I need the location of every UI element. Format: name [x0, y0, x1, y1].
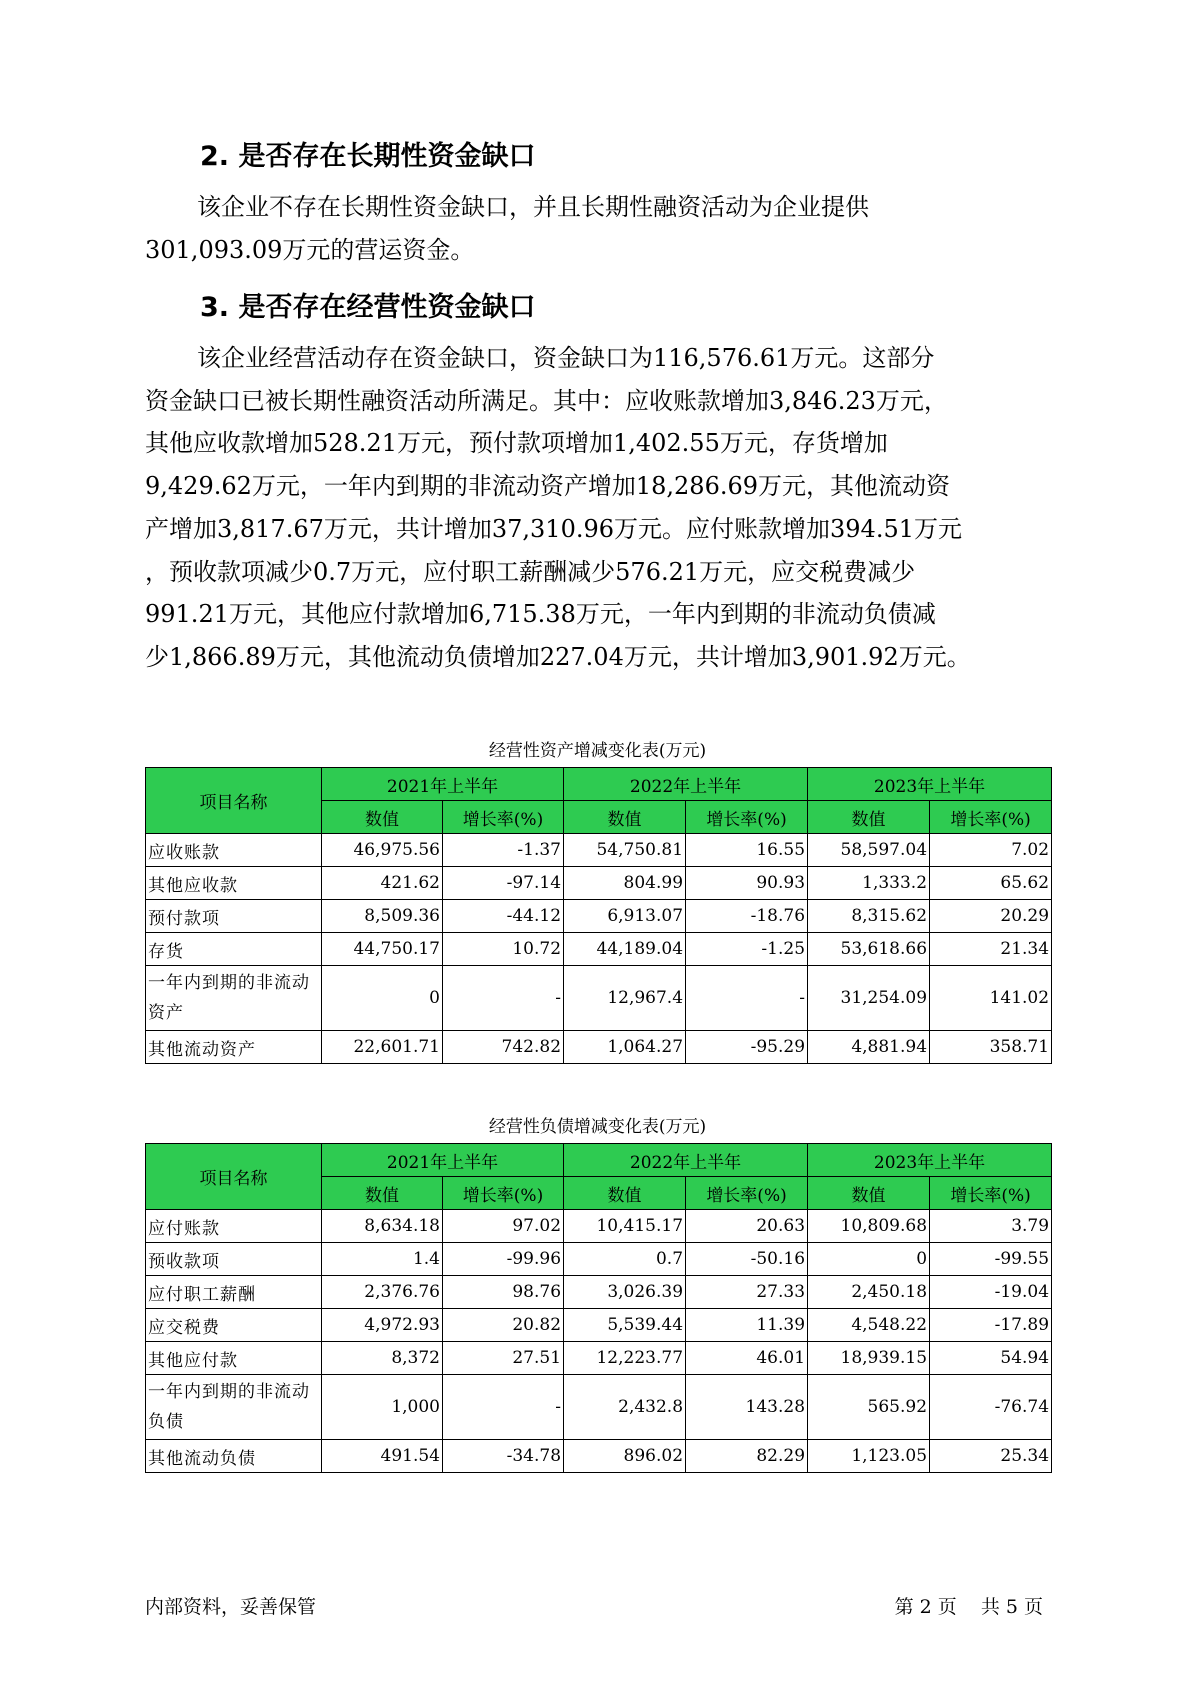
cell-value: 44,750.17: [322, 933, 443, 966]
row-item-name: 一年内到期的非流动负债: [146, 1375, 322, 1440]
table-row: [146, 933, 1052, 966]
assets-change-table: [145, 767, 1052, 1064]
cell-value: 0: [322, 966, 443, 1031]
cell-growth-rate: 27.33: [686, 1276, 808, 1309]
cell-growth-rate: 742.82: [443, 1031, 564, 1064]
row-item-name: 预付款项: [146, 900, 322, 933]
cell-growth-rate: 20.29: [930, 900, 1052, 933]
page-total: 5: [1005, 1596, 1018, 1618]
cell-value: 18,939.15: [808, 1342, 930, 1375]
header-year: 2021年上半年: [322, 1144, 564, 1177]
cell-value: 804.99: [564, 867, 686, 900]
cell-value: 0: [808, 1243, 930, 1276]
cell-value: 1.4: [322, 1243, 443, 1276]
cell-growth-rate: 16.55: [686, 834, 808, 867]
cell-value: 31,254.09: [808, 966, 930, 1031]
table-row: [146, 1375, 1052, 1440]
row-item-name: 其他流动资产: [146, 1031, 322, 1064]
header-year: 2022年上半年: [564, 1144, 808, 1177]
cell-growth-rate: -: [443, 966, 564, 1031]
cell-growth-rate: 98.76: [443, 1276, 564, 1309]
section-heading-operating-gap: 3. 是否存在经营性资金缺口: [200, 292, 536, 323]
page-mid: 页: [937, 1596, 957, 1618]
cell-value: 8,634.18: [322, 1210, 443, 1243]
cell-growth-rate: 90.93: [686, 867, 808, 900]
cell-growth-rate: -34.78: [443, 1440, 564, 1473]
cell-value: 2,376.76: [322, 1276, 443, 1309]
cell-growth-rate: -97.14: [443, 867, 564, 900]
header-value: 数值: [564, 801, 686, 834]
cell-value: 54,750.81: [564, 834, 686, 867]
cell-value: 4,548.22: [808, 1309, 930, 1342]
header-growth: 增长率(%): [686, 801, 808, 834]
cell-growth-rate: -44.12: [443, 900, 564, 933]
cell-value: 10,415.17: [564, 1210, 686, 1243]
table-row: [146, 1440, 1052, 1473]
header-value: 数值: [564, 1177, 686, 1210]
row-item-name: 一年内到期的非流动资产: [146, 966, 322, 1031]
cell-growth-rate: -17.89: [930, 1309, 1052, 1342]
header-item-name: 项目名称: [146, 768, 322, 834]
paragraph-line: 该企业不存在长期性资金缺口，并且长期性融资活动为企业提供: [197, 193, 869, 221]
row-item-name: 应交税费: [146, 1309, 322, 1342]
footer-confidential-note: 内部资料，妥善保管: [145, 1596, 317, 1618]
header-value: 数值: [322, 1177, 443, 1210]
cell-growth-rate: -99.55: [930, 1243, 1052, 1276]
table-row: [146, 1276, 1052, 1309]
cell-growth-rate: 3.79: [930, 1210, 1052, 1243]
cell-value: 1,123.05: [808, 1440, 930, 1473]
cell-growth-rate: 358.71: [930, 1031, 1052, 1064]
paragraph-operating-gap: [145, 337, 1050, 679]
header-year: 2021年上半年: [322, 768, 564, 801]
paragraph-line: 9,429.62万元，一年内到期的非流动资产增加18,286.69万元，其他流动资: [145, 472, 951, 501]
header-growth: 增长率(%): [930, 801, 1052, 834]
cell-value: 5,539.44: [564, 1309, 686, 1342]
row-item-name: 预收款项: [146, 1243, 322, 1276]
cell-growth-rate: -: [443, 1375, 564, 1440]
paragraph-long-term-gap: [145, 186, 1050, 271]
header-value: 数值: [808, 1177, 930, 1210]
row-item-name: 存货: [146, 933, 322, 966]
cell-growth-rate: 82.29: [686, 1440, 808, 1473]
cell-growth-rate: 65.62: [930, 867, 1052, 900]
row-item-name: 应付职工薪酬: [146, 1276, 322, 1309]
paragraph-line: 资金缺口已被长期性融资活动所满足。其中：应收账款增加3,846.23万元，: [145, 386, 948, 415]
row-item-name: 应收账款: [146, 834, 322, 867]
cell-growth-rate: 54.94: [930, 1342, 1052, 1375]
header-growth: 增长率(%): [686, 1177, 808, 1210]
cell-value: 1,000: [322, 1375, 443, 1440]
page-prefix: 第: [894, 1596, 914, 1618]
cell-value: 2,432.8: [564, 1375, 686, 1440]
row-item-name: 其他应付款: [146, 1342, 322, 1375]
cell-value: 8,372: [322, 1342, 443, 1375]
cell-value: 491.54: [322, 1440, 443, 1473]
table-caption-liabilities: 经营性负债增减变化表(万元): [488, 1117, 707, 1137]
paragraph-line: ，预收款项减少0.7万元，应付职工薪酬减少576.21万元，应交税费减少: [145, 557, 916, 586]
total-suffix: 页: [1023, 1596, 1043, 1618]
cell-growth-rate: -19.04: [930, 1276, 1052, 1309]
section-heading-long-term-gap: 2. 是否存在长期性资金缺口: [200, 141, 536, 172]
cell-value: 12,967.4: [564, 966, 686, 1031]
header-year: 2023年上半年: [808, 768, 1052, 801]
cell-value: 3,026.39: [564, 1276, 686, 1309]
cell-growth-rate: -99.96: [443, 1243, 564, 1276]
cell-growth-rate: 97.02: [443, 1210, 564, 1243]
cell-value: 0.7: [564, 1243, 686, 1276]
paragraph-line: 991.21万元，其他应付款增加6,715.38万元，一年内到期的非流动负债减: [145, 600, 936, 629]
cell-growth-rate: 141.02: [930, 966, 1052, 1031]
cell-growth-rate: -76.74: [930, 1375, 1052, 1440]
row-item-name: 其他流动负债: [146, 1440, 322, 1473]
cell-value: 4,972.93: [322, 1309, 443, 1342]
cell-growth-rate: 25.34: [930, 1440, 1052, 1473]
cell-growth-rate: 20.82: [443, 1309, 564, 1342]
paragraph-line: 301,093.09万元的营运资金。: [145, 235, 475, 264]
liabilities-change-table: [145, 1143, 1052, 1473]
cell-value: 46,975.56: [322, 834, 443, 867]
cell-growth-rate: -1.37: [443, 834, 564, 867]
cell-value: 10,809.68: [808, 1210, 930, 1243]
paragraph-line: 少1,866.89万元，其他流动负债增加227.04万元，共计增加3,901.92万元。: [145, 642, 971, 671]
cell-growth-rate: -: [686, 966, 808, 1031]
cell-growth-rate: -50.16: [686, 1243, 808, 1276]
table-row: [146, 966, 1052, 1031]
table-row: [146, 1031, 1052, 1064]
cell-value: 58,597.04: [808, 834, 930, 867]
page-current: 2: [919, 1596, 932, 1618]
table-row: [146, 1309, 1052, 1342]
cell-value: 22,601.71: [322, 1031, 443, 1064]
footer-page-number: [892, 1592, 1046, 1619]
header-year: 2023年上半年: [808, 1144, 1052, 1177]
cell-growth-rate: 10.72: [443, 933, 564, 966]
table-row: [146, 834, 1052, 867]
cell-value: 8,509.36: [322, 900, 443, 933]
cell-growth-rate: 143.28: [686, 1375, 808, 1440]
header-year: 2022年上半年: [564, 768, 808, 801]
cell-growth-rate: 27.51: [443, 1342, 564, 1375]
row-item-name: 应付账款: [146, 1210, 322, 1243]
table-row: [146, 867, 1052, 900]
cell-growth-rate: -1.25: [686, 933, 808, 966]
cell-growth-rate: -18.76: [686, 900, 808, 933]
cell-value: 421.62: [322, 867, 443, 900]
header-value: 数值: [322, 801, 443, 834]
header-growth: 增长率(%): [443, 801, 564, 834]
header-item-name: 项目名称: [146, 1144, 322, 1210]
header-growth: 增长率(%): [930, 1177, 1052, 1210]
cell-growth-rate: -95.29: [686, 1031, 808, 1064]
cell-value: 896.02: [564, 1440, 686, 1473]
table-row: [146, 1243, 1052, 1276]
cell-value: 2,450.18: [808, 1276, 930, 1309]
cell-value: 6,913.07: [564, 900, 686, 933]
cell-value: 4,881.94: [808, 1031, 930, 1064]
cell-value: 12,223.77: [564, 1342, 686, 1375]
cell-growth-rate: 20.63: [686, 1210, 808, 1243]
row-item-name: 其他应收款: [146, 867, 322, 900]
cell-value: 1,333.2: [808, 867, 930, 900]
total-prefix: 共: [980, 1596, 1000, 1618]
cell-value: 53,618.66: [808, 933, 930, 966]
cell-value: 1,064.27: [564, 1031, 686, 1064]
paragraph-line: 该企业经营活动存在资金缺口，资金缺口为116,576.61万元。这部分: [197, 344, 935, 372]
paragraph-line: 产增加3,817.67万元，共计增加37,310.96万元。应付账款增加394.51万元: [145, 514, 962, 543]
cell-growth-rate: 21.34: [930, 933, 1052, 966]
header-value: 数值: [808, 801, 930, 834]
table-row: [146, 1210, 1052, 1243]
table-row: [146, 900, 1052, 933]
cell-growth-rate: 46.01: [686, 1342, 808, 1375]
cell-growth-rate: 11.39: [686, 1309, 808, 1342]
cell-value: 565.92: [808, 1375, 930, 1440]
table-caption-assets: 经营性资产增减变化表(万元): [488, 741, 707, 761]
table-row: [146, 1342, 1052, 1375]
cell-value: 8,315.62: [808, 900, 930, 933]
header-growth: 增长率(%): [443, 1177, 564, 1210]
paragraph-line: 其他应收款增加528.21万元，预付款项增加1,402.55万元，存货增加: [145, 429, 888, 458]
cell-value: 44,189.04: [564, 933, 686, 966]
cell-growth-rate: 7.02: [930, 834, 1052, 867]
